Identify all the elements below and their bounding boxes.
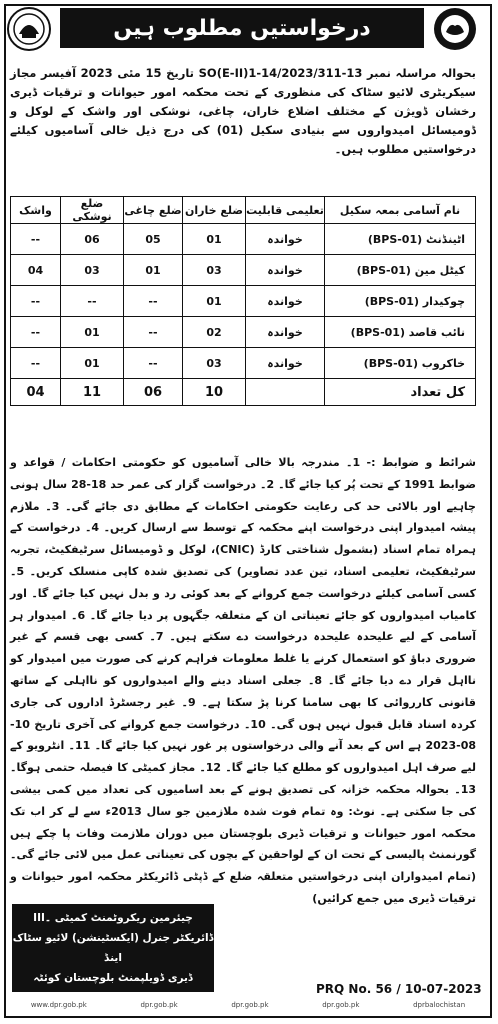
cell-total-kharan: 10 xyxy=(183,379,246,406)
signature-block xyxy=(12,904,214,992)
cell-chagai: 01 xyxy=(124,255,183,286)
cell-noshki: 06 xyxy=(61,224,124,255)
cell-washuk: -- xyxy=(11,348,61,379)
footer-item: dpr.gob.pk xyxy=(231,1001,269,1009)
cell-qualification: خواندہ xyxy=(246,224,325,255)
cell-post: اٹینڈنٹ (BPS-01) xyxy=(325,224,476,255)
table-total-row xyxy=(11,379,476,406)
table-row xyxy=(11,348,476,379)
cell-post: خاکروب (BPS-01) xyxy=(325,348,476,379)
signature-line-3: ڈیری ڈویلپمنٹ بلوچستان کوئٹہ xyxy=(33,972,193,984)
signature-line-1: چیئرمین ریکروٹمنٹ کمیٹی ۔III xyxy=(33,912,193,924)
terms-and-conditions: شرائط و ضوابط :- 1۔ مندرجہ بالا خالی آسامیوں کو حکومتی احکامات / قواعد و ضوابط 1991 کے تحت پُر کیا جائے گا۔ 2۔ درخواست گزار کی عمر حد 18-28 سال ہونی چاہیے اور بالائی حد کی رعایت حکومتی احکامات کے مطابق دی جائے گی۔ 3۔ ملازم پیشہ امیدوار اپنی درخواست اپنے محکمہ کے توسط سے ارسال کریں۔ 4۔ درخواست کے ہمراہ تمام اسناد (بشمول شناختی کارڈ (CNIC)، لوکل و ڈومیسائل سرٹیفکیٹ، تجربہ سرٹیفکیٹ، تعلیمی اسناد، تین عدد تصاویر) کی تصدیق شدہ کاپی منسلک کریں۔ 5۔ کسی آسامی کیلئے درخواست جمع کروانے کے بعد کوئی رد و بدل نہیں کیا جائے گا۔ اور کامیاب امیدواروں کو جائے تعیناتی ان کے متعلقہ جگہوں پر دیا جائے گا۔ 6۔ امیدوار ہر آسامی کے لیے علیحدہ علیحدہ درخواست دے سکتے ہیں۔ 7۔ کسی بھی قسم کے غیر ضروری دباؤ کو استعمال کرنے یا غلط معلومات فراہم کرنے کی صورت میں امیدوار کو نااہل قرار دے دیا جائے گا۔ 8۔ جعلی اسناد دینے والے امیدواروں کو نااہلی کے ساتھ قانونی کارروائی کا بھی سامنا کرنا پڑ سکتا ہے۔ 9۔ غیر رجسٹرڈ اداروں کی جاری کردہ اسناد قابل قبول نہیں ہوں گی۔ 10۔ درخواست جمع کروانے کی آخری تاریخ 10-08-2023 ہے اس کے بعد آنے والی درخواستوں پر غور نہیں کیا جائے گا۔ 11۔ انٹرویو کے لیے صرف اہل امیدواروں کو مطلع کیا جائے گا۔ 12۔ مجاز کمیٹی کا فیصلہ حتمی ہوگا۔ 13۔ بحوالہ محکمہ خزانہ کی تصدیق ہونے کے بعد اسامیوں کی تعداد میں کمی بیشی کی جا سکتی ہے۔ نوٹ: وہ تمام فوت شدہ ملازمین جو سال 2013ء سے لے کر اب تک محکمہ امور حیوانات و ترقیات ڈیری بلوچستان میں دوران ملازمت وفات پا چکے ہیں گورنمنٹ پالیسی کے تحت ان کے لواحقین کے بچوں کی تعیناتی عمل میں لائی جائے گی۔ (تمام امیدواران اپنی درخواستیں متعلقہ ضلع کے ڈپٹی ڈائریکٹر محکمہ امور حیوانات و ترقیات ڈیری میں جمع کرائیں) xyxy=(10,456,477,905)
cell-qualification: خواندہ xyxy=(246,348,325,379)
header xyxy=(4,4,480,56)
col-chagai: ضلع چاغی xyxy=(124,197,183,224)
cell-qualification: خواندہ xyxy=(246,317,325,348)
cell-washuk: -- xyxy=(11,317,61,348)
table-row xyxy=(11,317,476,348)
col-post: نام آسامی بمعہ سکیل xyxy=(325,197,476,224)
cell-post: نائب قاصد (BPS-01) xyxy=(325,317,476,348)
cell-chagai: -- xyxy=(124,286,183,317)
cell-noshki: 03 xyxy=(61,255,124,286)
cell-kharan: 01 xyxy=(183,286,246,317)
cell-post: کیٹل مین (BPS-01) xyxy=(325,255,476,286)
table-header-row xyxy=(11,197,476,224)
col-qualification: تعلیمی قابلیت xyxy=(246,197,325,224)
cell-post: چوکیدار (BPS-01) xyxy=(325,286,476,317)
cell-kharan: 02 xyxy=(183,317,246,348)
cell-chagai: -- xyxy=(124,348,183,379)
footer-item: dpr.gob.pk xyxy=(140,1001,178,1009)
cell-total-washuk: 04 xyxy=(11,379,61,406)
col-washuk: واشک xyxy=(11,197,61,224)
footer-item: www.dpr.gob.pk xyxy=(30,1001,87,1009)
cell-kharan: 03 xyxy=(183,348,246,379)
cell-noshki: 01 xyxy=(61,348,124,379)
government-emblem-icon xyxy=(6,6,52,52)
table-row xyxy=(11,255,476,286)
department-logo-icon xyxy=(432,6,478,52)
cell-total-label: کل تعداد xyxy=(325,379,476,406)
cell-qualification: خواندہ xyxy=(246,255,325,286)
cell-chagai: 05 xyxy=(124,224,183,255)
footer-item: dpr.gob.pk xyxy=(322,1001,360,1009)
vacancy-table xyxy=(10,196,476,406)
cell-total-chagai: 06 xyxy=(124,379,183,406)
cell-washuk: -- xyxy=(11,224,61,255)
signature-line-2: ڈائریکٹر جنرل (ایکسٹینشن) لائیو سٹاک اینڈ xyxy=(12,932,214,964)
cell-qualification: خواندہ xyxy=(246,286,325,317)
cell-chagai: -- xyxy=(124,317,183,348)
cell-total-noshki: 11 xyxy=(61,379,124,406)
cell-kharan: 01 xyxy=(183,224,246,255)
col-noshki: ضلع نوشکی xyxy=(61,197,124,224)
table-row xyxy=(11,224,476,255)
table-row xyxy=(11,286,476,317)
prq-number: PRQ No. 56 / 10-07-2023 xyxy=(316,982,482,996)
cell-washuk: 04 xyxy=(11,255,61,286)
intro-paragraph: بحوالہ مراسلہ نمبر SO(E-II)1-14/2023/311-13 تاریخ 15 مئی 2023 آفیسر مجاز سیکریٹری لائیو سٹاک کی منظوری کے تحت محکمہ امور حیوانات و ترقیات ڈیری رخشان ڈویژن کے مختلف اضلاع خاران، چاغی، نوشکی اور واشک کے لوکل و ڈومیسائل امیدواروں سے بنیادی سکیل (01) کی درج ذیل خالی آسامیوں کیلئے درخواستیں مطلوب ہیں۔ xyxy=(10,66,476,156)
footer xyxy=(4,996,492,1014)
cell-washuk: -- xyxy=(11,286,61,317)
page-title: درخواستیں مطلوب ہیں xyxy=(60,8,424,48)
cell-noshki: 01 xyxy=(61,317,124,348)
cell-total-blank xyxy=(246,379,325,406)
cell-kharan: 03 xyxy=(183,255,246,286)
col-kharan: ضلع خاران xyxy=(183,197,246,224)
footer-item: dprbalochistan xyxy=(413,1001,466,1009)
cell-noshki: -- xyxy=(61,286,124,317)
